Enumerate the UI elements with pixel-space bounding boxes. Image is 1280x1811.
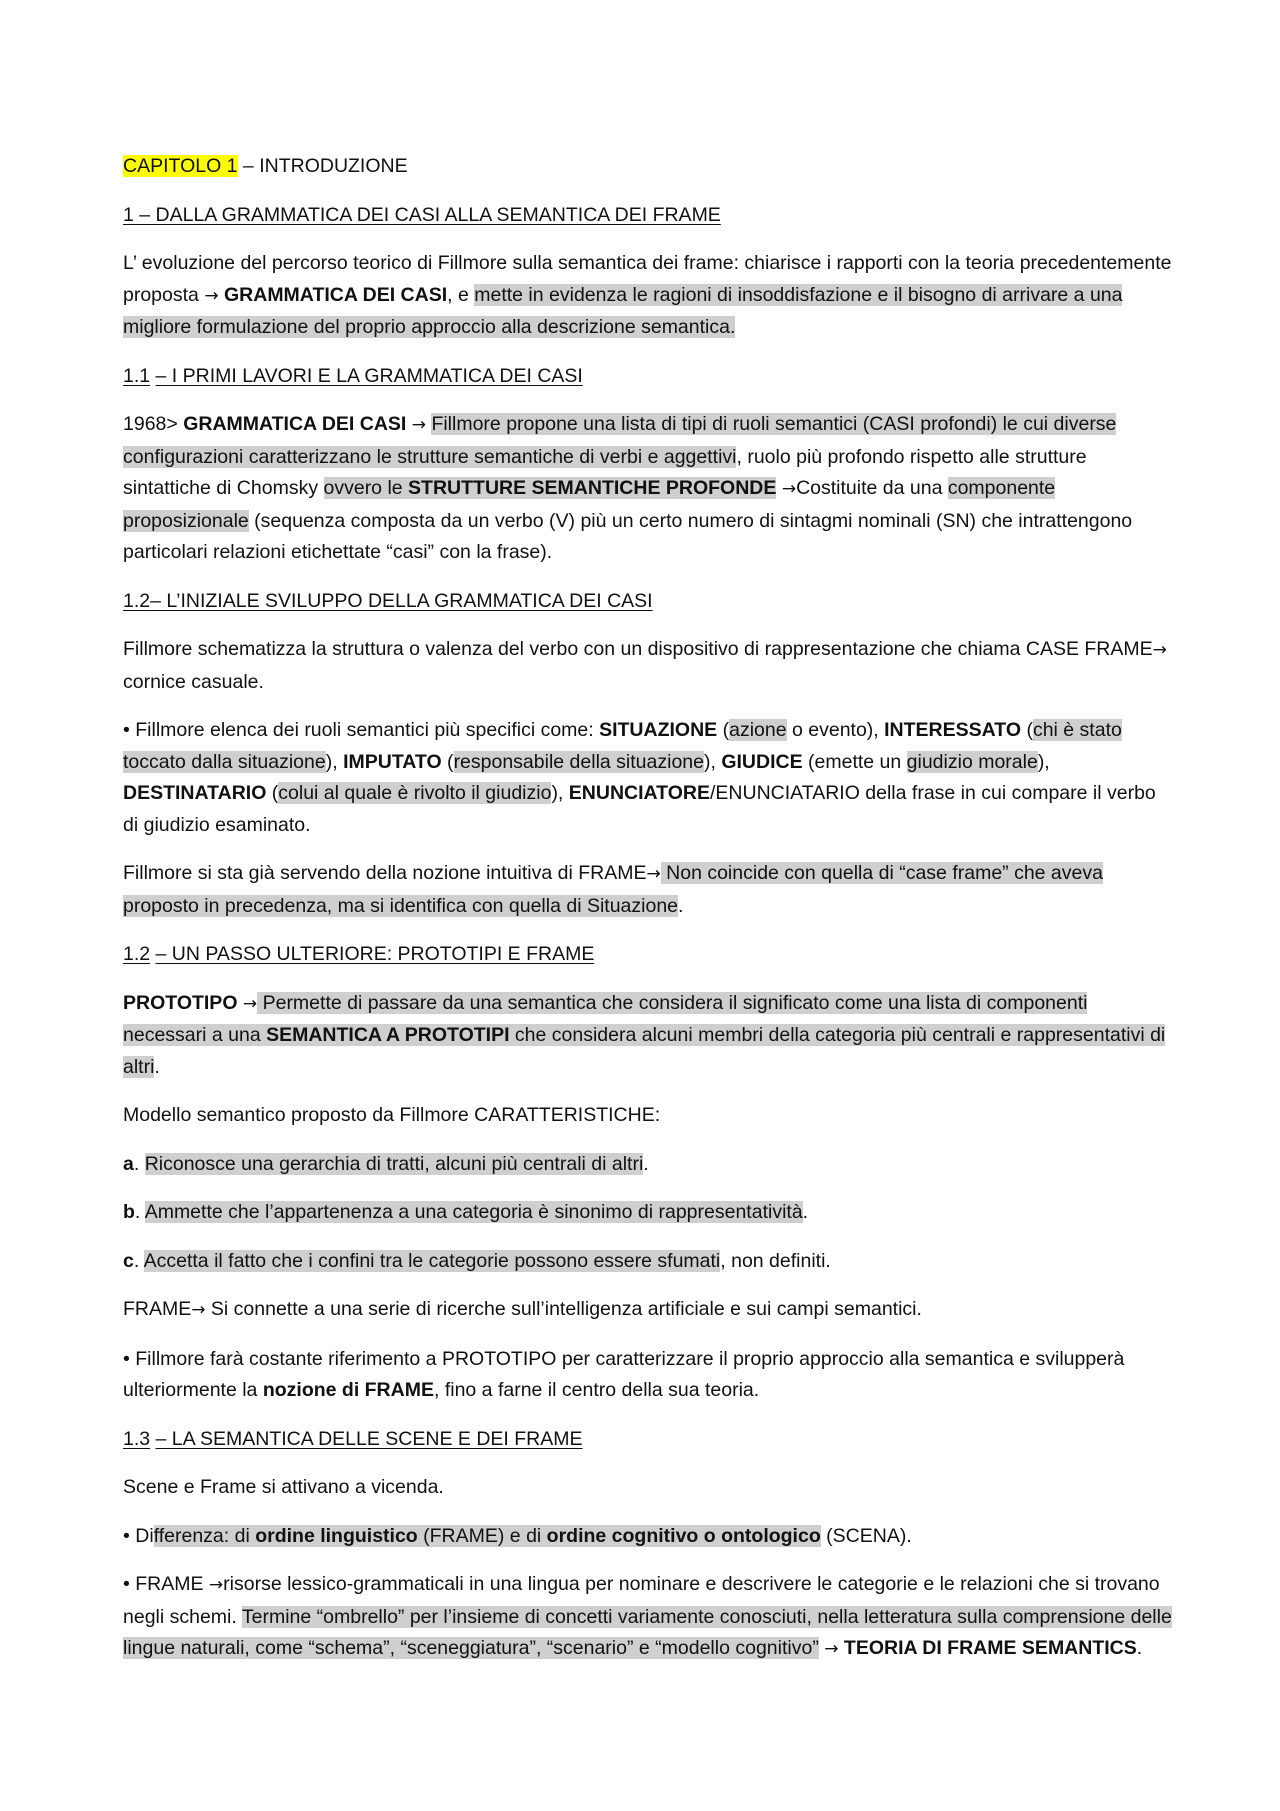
- arrow-right-icon: →: [824, 1639, 839, 1659]
- bold-term: PROTOTIPO: [123, 991, 238, 1014]
- highlighted-text: Termine “ombrello” per l’insieme di concetti variamente conosciuti, nella letteratura sulla comprensione delle lingue naturali, come “schema”, “sceneggiatura”, “scenario” e “modello cognitivo”: [123, 1605, 1172, 1659]
- item-letter: a: [123, 1152, 134, 1175]
- text: 1968>: [123, 413, 184, 435]
- chapter-label: CAPITOLO 1: [123, 155, 238, 177]
- section-title: – I PRIMI LAVORI E LA GRAMMATICA DEI CASI: [155, 364, 583, 387]
- text: .: [802, 1201, 809, 1223]
- text: ),: [325, 750, 344, 773]
- text: Fillmore schematizza la struttura o valenza del verbo con un dispositivo di rappresentazione che chiama CASE FRAME: [123, 638, 1153, 660]
- section-title: – UN PASSO ULTERIORE: PROTOTIPI E FRAME: [155, 943, 595, 965]
- arrow-right-icon: →: [781, 479, 797, 499]
- section-title: – LA SEMANTICA DELLE SCENE E DEI FRAME: [155, 1427, 583, 1450]
- text: Costituite da una: [796, 477, 948, 499]
- item-letter: c: [123, 1249, 134, 1272]
- bold-term: GRAMMATICA DEI CASI: [223, 283, 448, 306]
- text: che considera alcuni membri della categoria più centrali e rappresentativi di altri: [123, 1024, 1166, 1078]
- section-1-1-paragraph: [123, 409, 1173, 569]
- text: • FRAME: [123, 1573, 209, 1595]
- text: • Di: [123, 1524, 154, 1547]
- bold-term: INTERESSATO: [884, 719, 1022, 741]
- text: fferenza: di: [153, 1524, 256, 1547]
- section-number: 1.1: [123, 364, 151, 387]
- semantic-roles-bullet: [123, 715, 1173, 841]
- arrow-right-icon: →: [191, 1300, 206, 1320]
- arrow-right-icon: →: [646, 864, 661, 884]
- text: (: [266, 782, 279, 804]
- text: ),: [551, 782, 569, 804]
- prototype-paragraph: [123, 988, 1173, 1084]
- text: (FRAME) e di: [417, 1524, 547, 1547]
- text: /ENUNCIATARIO della frase in cui compare il verbo di giudizio esaminato.: [123, 782, 1156, 836]
- text: .: [133, 1152, 145, 1175]
- highlighted-text: Accetta il fatto che i confini tra le categorie possono essere sfumati: [143, 1249, 721, 1272]
- text: .: [133, 1249, 144, 1272]
- text: , ruolo più profondo rispetto alle strutture sintattiche di Chomsky: [123, 445, 1087, 499]
- arrow-right-icon: →: [208, 1575, 224, 1595]
- bold-term: GRAMMATICA DEI CASI: [183, 413, 407, 435]
- bold-term: nozione di FRAME: [262, 1379, 434, 1401]
- section-number: 1.2: [123, 943, 151, 965]
- text: .: [1136, 1637, 1143, 1659]
- characteristic-item: [123, 1246, 1173, 1278]
- bold-term: DESTINATARIO: [123, 782, 267, 804]
- text: , e: [447, 283, 475, 306]
- arrow-right-icon: →: [411, 415, 427, 435]
- text: ),: [1037, 750, 1050, 773]
- text: • Fillmore farà costante riferimento a PROTOTIPO per caratterizzare il proprio approccio alla semantica e svilupperà ulteriormente la: [123, 1347, 1125, 1401]
- text: Si connette a una serie di ricerche sull’intelligenza artificiale e sui campi semantici.: [205, 1298, 922, 1320]
- characteristic-item: [123, 1197, 1173, 1229]
- section-title: – L’INIZIALE SVILUPPO DELLA GRAMMATICA DEI CASI: [150, 589, 653, 612]
- arrow-right-icon: →: [242, 993, 258, 1014]
- scene-frame-paragraph: Scene e Frame si attivano a vicenda.: [123, 1476, 444, 1498]
- section-1-2b-heading: [123, 939, 1173, 971]
- text: (: [1021, 719, 1033, 741]
- text: , fino a farne il centro della sua teoria.: [433, 1379, 760, 1401]
- section-1-1-heading: [123, 361, 1173, 393]
- bold-term: IMPUTATO: [343, 750, 442, 773]
- highlighted-text: [123, 992, 1165, 1078]
- text: (: [441, 750, 454, 773]
- highlighted-text: chi è stato toccato dalla situazione: [123, 719, 1122, 773]
- highlighted-text: Ammette che l’appartenenza a una categoria è sinonimo di rappresentatività: [144, 1201, 803, 1223]
- chapter-title: [123, 151, 1173, 183]
- highlighted-text: azione: [729, 719, 787, 741]
- text: Fillmore si sta già servendo della nozione intuitiva di FRAME: [123, 862, 647, 884]
- text: ),: [703, 750, 722, 773]
- arrow-right-icon: →: [204, 285, 219, 306]
- highlighted-text: giudizio morale: [906, 750, 1038, 773]
- highlighted-text: [154, 1525, 821, 1547]
- bold-term: ENUNCIATORE: [568, 782, 710, 804]
- bold-term: ordine cognitivo o ontologico: [546, 1524, 821, 1547]
- highlighted-text: [324, 477, 777, 499]
- chapter-title-text: – INTRODUZIONE: [237, 155, 408, 177]
- text: .: [154, 1055, 160, 1078]
- highlighted-text: Riconosce una gerarchia di tratti, alcuni più centrali di altri: [144, 1152, 644, 1175]
- frame-definition-bullet: [123, 1569, 1173, 1666]
- highlighted-text: mette in evidenza le ragioni di insoddisfazione e il bisogno di arrivare a una migliore formulazione del proprio approccio alla descrizione semantica.: [123, 283, 1123, 338]
- section-1-2-paragraph: [123, 634, 1173, 698]
- section-number: 1.2: [123, 589, 151, 612]
- frame-notion-paragraph: [123, 858, 1173, 922]
- frame-paragraph: [123, 1294, 1173, 1327]
- text: (sequenza composta da un verbo (V) più un certo numero di sintagmi nominali (SN) che intrattengono particolari relazioni etichettate “casi” con la frase).: [123, 509, 1133, 563]
- text: cornice casuale.: [123, 670, 264, 693]
- text: FRAME: [123, 1298, 192, 1320]
- prototype-reference-bullet: [123, 1344, 1173, 1407]
- document-page: [123, 151, 1173, 1683]
- section-1-2-heading: [123, 586, 1173, 618]
- arrow-right-icon: →: [1152, 640, 1167, 660]
- highlighted-text: colui al quale è rivolto il giudizio: [278, 782, 552, 804]
- text: (SCENA).: [820, 1524, 912, 1547]
- text: (: [717, 719, 730, 741]
- bold-term: TEORIA DI FRAME SEMANTICS: [843, 1637, 1137, 1659]
- bold-term: GIUDICE: [721, 750, 803, 773]
- text: .: [678, 894, 684, 917]
- bold-term: SEMANTICA A PROTOTIPI: [266, 1024, 510, 1046]
- text: (emette un: [802, 750, 907, 773]
- text: L’ evoluzione del percorso teorico di Fillmore sulla semantica dei frame: chiarisce i rapporti con la teoria precedentemente proposta: [123, 252, 1172, 306]
- text: .: [134, 1201, 145, 1223]
- section-1-heading: 1 – DALLA GRAMMATICA DEI CASI ALLA SEMANTICA DEI FRAME: [123, 203, 721, 226]
- highlighted-text: componente proposizionale: [123, 477, 1056, 532]
- bold-term: SITUAZIONE: [599, 719, 718, 741]
- characteristics-intro: Modello semantico proposto da Fillmore CARATTERISTICHE:: [123, 1104, 661, 1126]
- text: .: [643, 1152, 649, 1175]
- highlighted-text: responsabile della situazione: [453, 750, 704, 773]
- bold-term: STRUTTURE SEMANTICHE PROFONDE: [408, 477, 777, 499]
- characteristic-item: [123, 1149, 1173, 1181]
- text: , non definiti.: [720, 1249, 831, 1272]
- text: • Fillmore elenca dei ruoli semantici più specifici come:: [123, 719, 600, 741]
- item-letter: b: [123, 1201, 135, 1223]
- highlighted-text: Fillmore propone una lista di tipi di ruoli semantici (CASI profondi) le cui diverse configurazioni caratterizzano le strutture semantiche di verbi e aggettivi: [123, 413, 1117, 468]
- section-1-paragraph: [123, 248, 1173, 344]
- text: o evento),: [786, 719, 885, 741]
- text: Permette di passare da una semantica che considera il significato come una lista di componenti necessari a una: [123, 991, 1088, 1046]
- difference-bullet: [123, 1521, 1173, 1553]
- text: ovvero le: [323, 477, 409, 499]
- bold-term: ordine linguistico: [255, 1524, 418, 1547]
- highlighted-text: Non coincide con quella di “case frame” che aveva proposto in precedenza, ma si identifica con quella di Situazione: [123, 862, 1103, 917]
- section-1-3-heading: [123, 1424, 1173, 1456]
- text: risorse lessico-grammaticali in una lingua per nominare e descrivere le categorie e le relazioni che si trovano negli schemi.: [123, 1573, 1160, 1628]
- section-number: 1.3: [123, 1427, 151, 1450]
